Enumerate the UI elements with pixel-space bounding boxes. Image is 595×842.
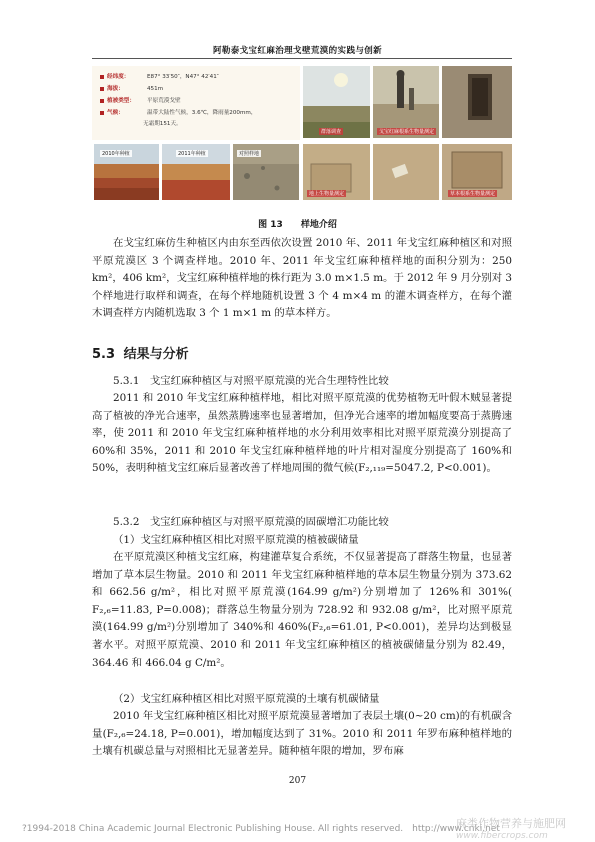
section-number: 5.3 [92,347,116,362]
photo-soil-pit-image [442,66,512,138]
bullet-square-icon [100,111,104,115]
photo-2010-planting: 2010年种植 [94,144,159,200]
bullet-square-icon [100,99,104,103]
bullet-square-icon [100,75,104,79]
info-row-climate-cont: 无霜期151天。 [143,121,182,127]
running-header: 阿勒泰戈宝红麻治理戈壁荒漠的实践与创新 [212,46,383,56]
item-1-body: 在平原荒漠区种植戈宝红麻，构建灌草复合系统，不仅显著提高了群落生物量，也显著增加了草本层生物量。2010 和 2011 年戈宝红麻种植样地的草本层生物量分别为 373.62 和 662.56 g/m²，相比对照平原荒漠(164.99 g/m²)分别增加了 126%和 301%( F₂,₆=11.83, P=0.008)；群落总生物量分别为 728.92 和 932.08 g/m²，比对照平原荒漠(164.99 g/m²)分别增加了 340%和 460%(F₂,₆=61.01, P<0.001)，差异均达到极显著水平。对照平原荒漠、2010 和 2011 年戈宝红麻种植区的植被碳储量分别为 82.49，364.46 和 466.04 g C/m²。 [92,551,512,669]
bullet-square-icon [100,87,104,91]
watermark-line1: 麻类作物营养与施肥网 [456,817,566,830]
item-1-heading: （1）戈宝红麻种植区相比对照平原荒漠的植被碳储量 [113,534,359,546]
page-number: 207 [288,776,307,786]
figure-13 [92,66,512,200]
header-rule [92,58,512,59]
info-row-coordinates: 经纬度： E87° 33′50″，N47° 42′41″ [100,72,219,80]
watermark [456,818,566,842]
photo-researchers: 戈宝红麻根系生物量测定 [373,66,439,138]
photo-root-measure: 草本根系生物量测定 [442,144,512,200]
photo-tag [373,144,439,200]
photo-tag-image [373,144,439,200]
info-row-climate: 气候： 温带大陆性气候，3.6℃，降雨量200mm， [100,108,256,116]
photo-2011-planting: 2011年种植 [162,144,230,200]
subsection-5-3-1-body: 2011 和 2010 年戈宝红麻种植样地，相比对照平原荒漠的优势植物无叶假木贼显著提高了植被的净光合速率，虽然蒸腾速率也显著增加，但净光合速率的增加幅度要高于蒸腾速率，使 2011 和 2010 年戈宝红麻种植样地的水分利用效率相比对照平原荒漠分别提高了 60%和 35%，2011 和 2010 年戈宝红麻种植样地的叶片相对湿度分别提高了 160%和 50%，表明种植戈宝红麻后显著改善了样地周围的微气候(F₂,₁₁₉=5047.2, P<0.001)。 [92,392,512,475]
photo-control-site: 对照样地 [233,144,299,200]
site-info-panel [92,66,300,140]
info-row-vegetation: 植被类型： 平原荒漠戈壁 [100,96,181,104]
photo-sun-field: 群落调查 [303,66,370,138]
section-title: 结果与分析 [123,347,189,362]
item-2-heading: （2）戈宝红麻种植区相比对照平原荒漠的土壤有机碳储量 [113,693,380,705]
photo-soil-pit [442,66,512,138]
figure-caption: 图 13 样地介绍 [258,220,337,230]
intro-paragraph: 在戈宝红麻仿生种植区内由东至西依次设置 2010 年、2011 年戈宝红麻种植区和对照平原荒漠区 3 个调查样地。2010 年、2011 年戈宝红麻种植样地的面积分别为：250 km²，406 km²，戈宝红麻种植样地的株行距为 3.0 m×1.5 m。于 2012 年 9 月分别对 3 个样地进行取样和调查，在每个样地随机设置 3 个 4 m×4 m 的灌木调查样方，在每个灌木调查样方内随机选取 3 个 1 m×1 m 的草本样方。 [92,237,512,320]
subsection-5-3-1-heading: 5.3.1 戈宝红麻种植区与对照平原荒漠的光合生理特性比较 [113,375,389,387]
photo-herb-measure: 地上生物量测定 [303,144,370,200]
watermark-line2: www.fibercrops.com [456,831,548,841]
info-row-altitude: 海拔： 451m [100,84,163,92]
item-2-body: 2010 年戈宝红麻种植区相比对照平原荒漠显著增加了表层土壤(0~20 cm)的有机碳含量(F₂,₆=24.18, P=0.001)，增加幅度达到了 31%。2010 和 2011 年罗布麻种植样地的土壤有机碳总量与对照相比无显著差异。随种植年限的增加，罗布麻 [92,710,512,758]
copyright-footer: ?1994-2018 China Academic Journal Electronic Publishing House. All rights reserved. http://www.cnki.net [22,824,500,834]
subsection-5-3-2-heading: 5.3.2 戈宝红麻种植区与对照平原荒漠的固碳增汇功能比较 [113,516,389,528]
section-heading [92,343,189,362]
